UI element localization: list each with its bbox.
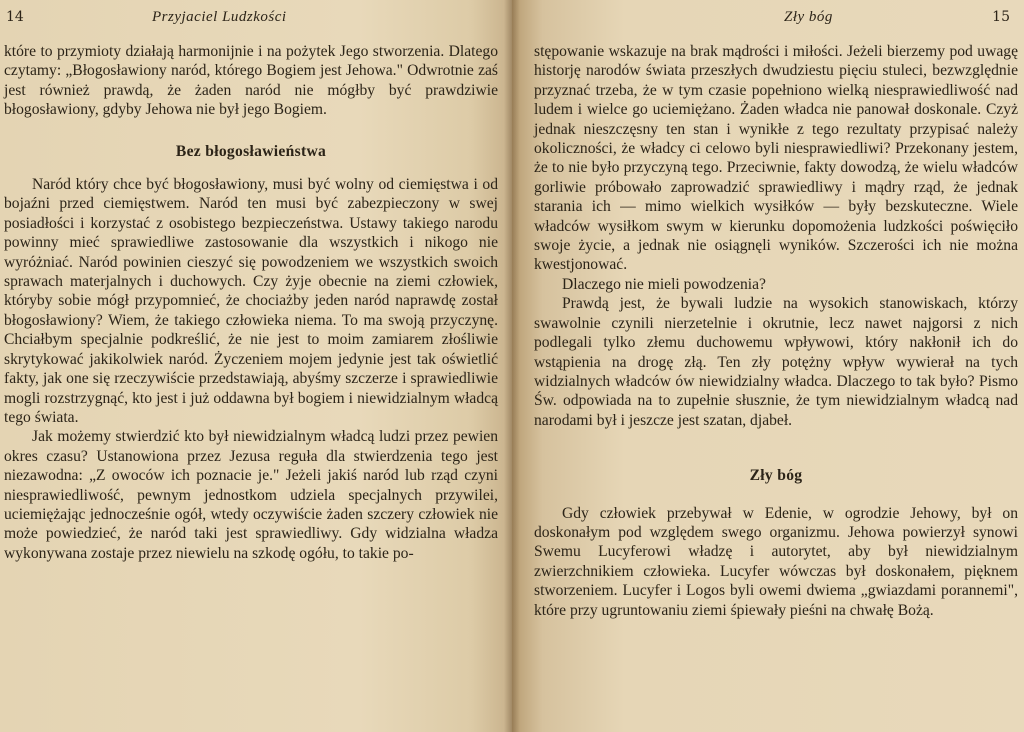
right-page [512,0,1024,732]
paragraph: Prawdą jest, że bywali ludzie na wysokich stanowiskach, którzy swawolnie czynili nierzetelnie i okrutnie, lecz nawet najgorsi z nich podlegali tylko złemu duchowemu wpływowi, który nakłonił ich do wstąpienia na drogę złą. Ten zły potężny wpływ wywierał na tych widzialnych władców ów niewidzialny władca. Dlaczego to tak było? Pismo Św. odpowiada na to zupełnie słusznie, że tym niewidzialnym władcą nad narodami był i jeszcze jest szatan, djabeł. [534,295,1018,429]
left-body-text [4,42,498,563]
paragraph: Dlaczego nie mieli powodzenia? [562,275,766,293]
paragraph: Gdy człowiek przebywał w Edenie, w ogrodzie Jehowy, był on doskonałym pod względem swego organizmu. Jehowa powierzył synowi Swemu Lucyferowi władzę i autorytet, aby był niewidzialnym zwierzchnikiem człowieka. Lucyfer wówczas był doskonałem, pięknem stworzeniem. Lucyfer i Logos byli owemi dwiema „gwiazdami porannemi", które przy ugruntowaniu ziemi śpiewały pieśni na chwałę Bożą. [534,504,1018,619]
section-heading: Bez błogosławieństwa [175,142,327,160]
paragraph: Naród który chce być błogosławiony, musi być wolny od ciemięstwa i od bojaźni przed ciemięstwem. Naród ten musi być zabezpieczony w swej posiadłości i korzystać z osobistego bezpieczeństwa. Ustawy takiego narodu powinny mieć sprawiedliwe zastosowanie dla wszystkich i nikogo nie wyróżniać. Naród powinien cieszyć się powodzeniem we wszystkich swoich sprawach materjalnych i duchowych. Czy żyje obecnie na ziemi człowiek, któryby sobie mógł przypomnieć, że chociażby jeden naród naprawdę został błogosławiony? Wiem, że takiego człowieka niema. To ma swoją przyczynę. Chciałbym specjalnie podkreślić, że nie jest to moim zamiarem złośliwie skrytykować jakikolwiek naród. Życzeniem mojem jedynie jest tak oświetlić fakty, jak one się rzeczywiście przedstawiają, abyśmy szczerze i sprawiedliwie mogli rozstrzygnąć, kto jest i już oddawna był bogiem i niewidzialnym władcą tego świata. [4,176,498,426]
page-number-left: 14 [6,9,24,25]
page-number-right: 15 [992,9,1010,25]
left-running-head [4,6,498,28]
right-body-text [534,42,1018,620]
paragraph: które to przymioty działają harmonijnie i na pożytek Jego stworzenia. Dlatego czytamy: „Błogosławiony naród, którego Bogiem jest Jehowa." Odwrotnie zaś jest również prawdą, że żaden naród nie mógłby być prawdziwie błogosławiony, gdyby Jehowa nie był jego Bogiem. [4,43,498,119]
section-heading: Zły bóg [749,467,803,485]
paragraph: stępowanie wskazuje na brak mądrości i miłości. Jeżeli bierzemy pod uwagę historję narodów świata przeszłych dwudziestu pięciu stuleci, bezwzględnie przyznać trzeba, że w tym czasie popełniono wielką niesprawiedliwość nad ludem i wielce go uciemiężano. Żaden władca nie panował doskonale. Czyż jednak nieszczęsny ten stan i wynikłe z tego rezultaty przypisać należy okoliczności, że władcy ci celowo byli niesprawiedliwi? Przekonany jestem, że to nie było przyczyną tego. Przeciwnie, fakty dowodzą, że wielu władców gorliwie próbowało zaprowadzić sprawiedliwy i mądry rząd, że jednak starania ich — mimo wielkich wysiłków — były bezskuteczne. Wiele władców wysiłkom swym w kierunku dopomożenia ludzkości poświęciło swoje życie, a jednak nie osiągnęli wyników. Szczerości ich nie można kwestjonować. [534,43,1018,274]
running-title-left: Przyjaciel Ludzkości [152,9,287,25]
paragraph: Jak możemy stwierdzić kto był niewidzialnym władcą ludzi przez pewien okres czasu? Ustanowiona przez Jezusa reguła dla stwierdzenia tego jest niezawodna: „Z owoców ich poznacie je." Jeżeli jakiś naród lub rząd czyni niesprawiedliwość, pewnym jednostkom udziela specjalnych przywilei, uciemiężając jednocześnie ogół, wtedy oczywiście żaden szczery człowiek nie może powiedzieć, że naród taki jest sprawiedliwy. Gdy widzialna władza wykonywana zostaje przez niewielu na szkodę ogółu, to takie po- [4,428,498,562]
running-title-right: Zły bóg [784,9,833,25]
right-running-head [534,6,1018,28]
